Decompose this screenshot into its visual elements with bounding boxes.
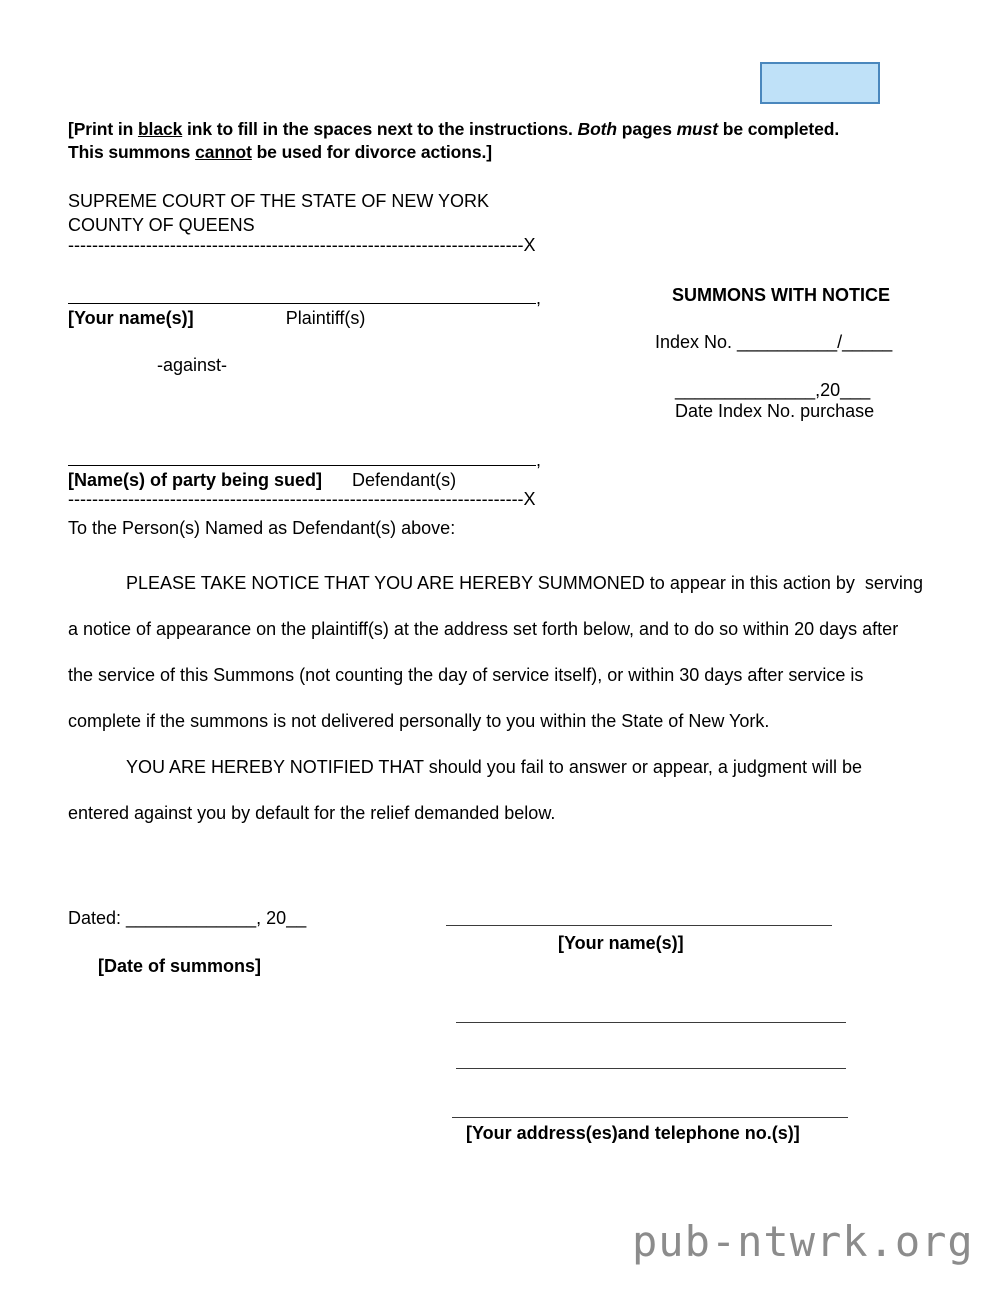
defendant-name-blank-line[interactable] [68,465,536,466]
county-name: COUNTY OF QUEENS [68,214,255,235]
index-number-entry-box[interactable] [760,62,880,104]
court-name: SUPREME COURT OF THE STATE OF NEW YORK [68,191,490,211]
instruction-underline-cannot: cannot [195,142,252,162]
plaintiff-caption-labels [68,308,365,328]
summons-body-text [68,560,928,836]
instruction-part-1: [Print in [68,119,138,139]
against-separator: -against- [157,355,228,375]
summons-with-notice-title: SUMMONS WITH NOTICE [672,285,890,305]
caption-bottom-dashed-rule: ----------------------------------------------------------------------------X [68,490,536,508]
index-purchase-date-field[interactable]: ______________,20___ [675,380,871,400]
instruction-part-5: be used for divorce actions.] [251,142,492,162]
plaintiff-name-blank-line[interactable] [68,303,536,304]
instruction-part-3: pages [616,119,677,139]
caption-top-dashed-rule: ----------------------------------------------------------------------------X [68,236,536,254]
instruction-italic-must: must [676,119,719,139]
address-blank-line-1[interactable] [456,1022,846,1023]
address-telephone-label: [Your address(es)and telephone no.(s)] [466,1123,800,1143]
plaintiff-placeholder-label: [Your name(s)] [68,308,194,328]
body-paragraph-1: PLEASE TAKE NOTICE THAT YOU ARE HEREBY SUMMONED to appear in this action by serving a notice of appearance on the plaintiff(s) at the address set forth below, and to do so within 20 days after the service of this Summons (not counting the day of service itself), or within 30 days after service is complete if the summons is not delivered personally to you within the State of New York. [68,573,928,731]
body-paragraph-2: YOU ARE HEREBY NOTIFIED THAT should you fail to answer or appear, a judgment will be entered against you by default for the relief demanded below. [68,757,868,823]
instruction-part-4: be completed. This summons [68,119,840,162]
defendant-line-comma: , [536,450,542,470]
defendant-role-label: Defendant(s) [352,470,457,490]
site-watermark: pub-ntwrk.org [632,1217,974,1266]
instruction-italic-both: Both [577,119,617,139]
defendant-placeholder-label: [Name(s) of party being sued] [68,470,323,490]
date-of-summons-label: [Date of summons] [98,956,262,976]
address-blank-line-3[interactable] [452,1117,848,1118]
instruction-part-2: ink to fill in the spaces next to the instructions. [182,119,578,139]
defendant-caption-labels [68,470,456,490]
signature-name-blank-line[interactable] [446,925,832,926]
index-number-field[interactable]: Index No. __________/_____ [655,332,893,352]
instruction-underline-black: black [137,119,183,139]
plaintiff-line-comma: , [536,288,542,308]
address-blank-line-2[interactable] [456,1068,846,1069]
index-purchase-date-label: Date Index No. purchase [675,401,875,421]
dated-field[interactable]: Dated: _____________, 20__ [68,908,307,928]
court-heading [68,190,489,237]
signature-name-label: [Your name(s)] [558,933,684,953]
plaintiff-role-label: Plaintiff(s) [285,308,366,328]
print-instruction-header [68,118,868,164]
to-defendants-salutation: To the Person(s) Named as Defendant(s) above: [68,518,456,538]
